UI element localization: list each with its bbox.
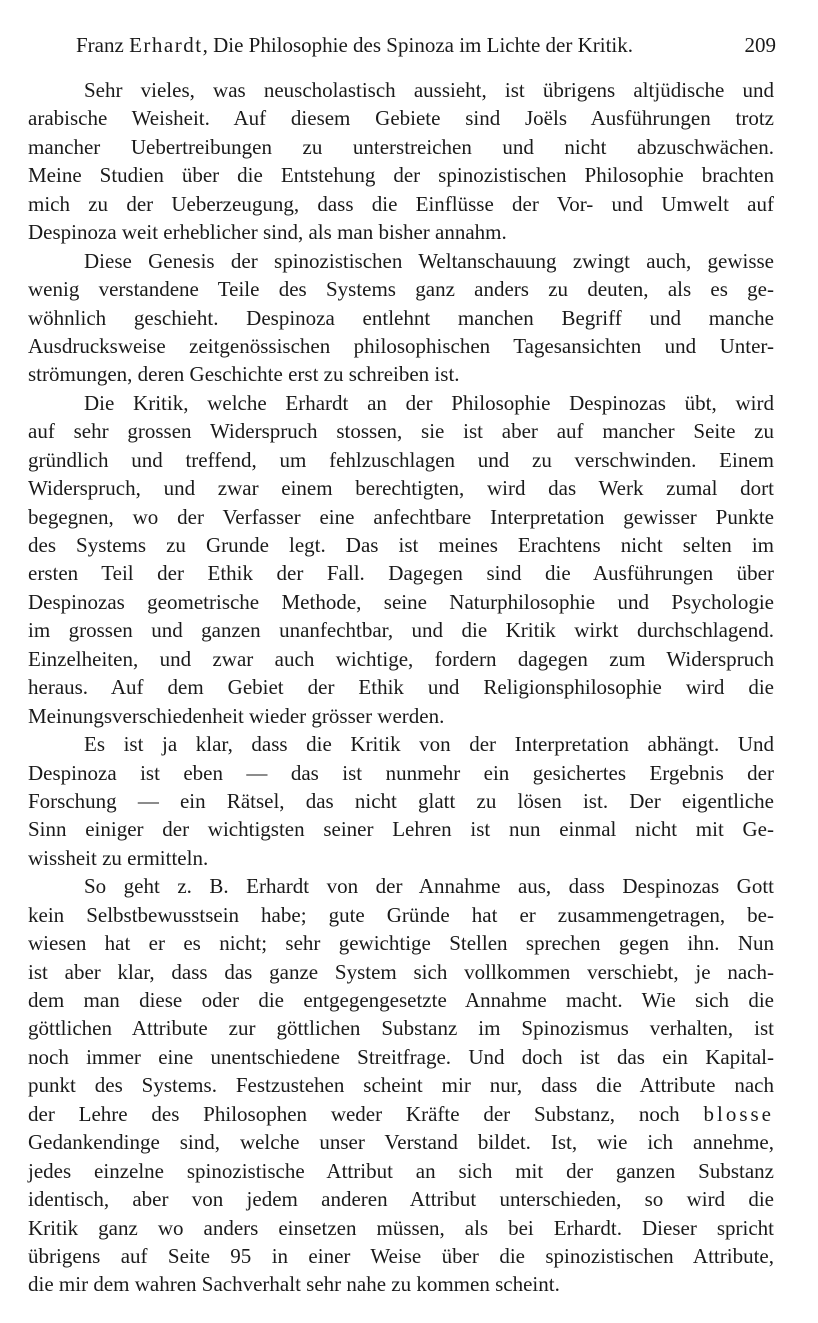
text-line: des Systems zu Grunde legt. Das ist meines Erachtens nicht selten im bbox=[28, 533, 774, 557]
text-line: heraus. Auf dem Gebiet der Ethik und Religionsphilosophie wird die bbox=[28, 675, 774, 700]
text-line: Despinoza weit erheblicher sind, als man bisher annahm. bbox=[28, 220, 507, 245]
text-line: gründlich und treffend, um fehlzuschlagen und zu verschwinden. Einem bbox=[28, 447, 774, 472]
text-line: die mir dem wahren Sachverhalt sehr nahe zu kommen scheint. bbox=[28, 1272, 560, 1297]
text-line: wissheit zu ermitteln. bbox=[28, 845, 209, 870]
text-line: punkt des Systems. Festzustehen scheint mir nur, dass die Attribute nach bbox=[28, 1073, 774, 1098]
text-line: wöhnlich geschieht. Despinoza entlehnt manchen Begriff und manche bbox=[28, 305, 774, 330]
text-line: Sehr vieles, was neuscholastisch aussieht, ist übrigens altjüdische und bbox=[84, 78, 774, 102]
text-line: im grossen und ganzen unanfechtbar, und die Kritik wirkt durchschlagend. bbox=[28, 618, 774, 643]
text-line: So geht z. B. Erhardt von der Annahme aus, dass Despinozas Gott bbox=[84, 874, 774, 899]
running-title-author-first: Franz bbox=[76, 33, 130, 57]
text-line: Kritik ganz wo anders einsetzen müssen, als bei Erhardt. Dieser spricht bbox=[28, 1215, 774, 1240]
text-line: Die Kritik, welche Erhardt an der Philosophie Despinozas übt, wird bbox=[84, 390, 774, 415]
text-line: Gedankendinge sind, welche unser Verstand bildet. Ist, wie ich annehme, bbox=[28, 1130, 774, 1155]
text-line: wenig verstandene Teile des Systems ganz anders zu deuten, als es ge- bbox=[28, 277, 774, 302]
text-line: strömungen, deren Geschichte erst zu schreiben ist. bbox=[28, 362, 460, 387]
text-line: jedes einzelne spinozistische Attribut an sich mit der ganzen Substanz bbox=[28, 1158, 774, 1183]
text-line: Widerspruch, und zwar einem berechtigten, wird das Werk zumal dort bbox=[28, 476, 774, 501]
text-line: dem man diese oder die entgegengesetzte Annahme macht. Wie sich die bbox=[28, 988, 774, 1012]
text-line: Sinn einiger der wichtigsten seiner Lehren ist nun einmal nicht mit Ge- bbox=[28, 817, 774, 842]
text-line-with-emphasis bbox=[28, 1100, 774, 1128]
text-line: Es ist ja klar, dass die Kritik von der Interpretation abhängt. Und bbox=[84, 732, 774, 757]
body-text bbox=[28, 76, 774, 1299]
text-line: Despinozas geometrische Methode, seine Naturphilosophie und Psychologie bbox=[28, 589, 774, 614]
emphasized-word: blosse bbox=[703, 1101, 774, 1126]
running-title-author-last: Erhardt bbox=[129, 33, 203, 57]
text-line: Meinungsverschiedenheit wieder grösser werden. bbox=[28, 703, 445, 728]
page-number: 209 bbox=[744, 33, 776, 57]
running-title bbox=[76, 31, 633, 59]
text-line: göttlichen Attribute zur göttlichen Substanz im Spinozismus verhalten, ist bbox=[28, 1016, 774, 1041]
text-line: noch immer eine unentschiedene Streitfrage. Und doch ist das ein Kapital- bbox=[28, 1044, 774, 1069]
text-line: arabische Weisheit. Auf diesem Gebiete sind Joëls Ausführungen trotz bbox=[28, 106, 774, 131]
text-line: auf sehr grossen Widerspruch stossen, sie ist aber auf mancher Seite zu bbox=[28, 419, 774, 444]
text-line: Diese Genesis der spinozistischen Weltanschauung zwingt auch, gewisse bbox=[84, 248, 774, 273]
text-line-lead: der Lehre des Philosophen weder Kräfte der Substanz, noch bbox=[28, 1101, 704, 1126]
text-line: Despinoza ist eben — das ist nunmehr ein gesichertes Ergebnis der bbox=[28, 760, 774, 785]
text-line: ersten Teil der Ethik der Fall. Dagegen sind die Ausführungen über bbox=[28, 561, 774, 586]
text-line: Einzelheiten, und zwar auch wichtige, fordern dagegen zum Widerspruch bbox=[28, 646, 774, 671]
text-line: mancher Uebertreibungen zu unterstreichen und nicht abzuschwächen. bbox=[28, 134, 774, 159]
text-line: kein Selbstbewusstsein habe; gute Gründe hat er zusammengetragen, be- bbox=[28, 902, 774, 927]
running-title-text: , Die Philosophie des Spinoza im Lichte der Kritik. bbox=[202, 33, 633, 57]
text-line: übrigens auf Seite 95 in einer Weise über die spinozistischen Attribute, bbox=[28, 1243, 774, 1268]
text-line: Ausdrucksweise zeitgenössischen philosophischen Tagesansichten und Unter- bbox=[28, 333, 774, 358]
text-line: begegnen, wo der Verfasser eine anfechtbare Interpretation gewisser Punkte bbox=[28, 504, 774, 529]
text-line: ist aber klar, dass das ganze System sich vollkommen verschiebt, je nach- bbox=[28, 959, 774, 984]
text-line: Meine Studien über die Entstehung der spinozistischen Philosophie brachten bbox=[28, 163, 774, 188]
running-head bbox=[76, 31, 776, 59]
text-line: mich zu der Ueberzeugung, dass die Einflüsse der Vor- und Umwelt auf bbox=[28, 191, 774, 216]
text-line: wiesen hat er es nicht; sehr gewichtige Stellen sprechen gegen ihn. Nun bbox=[28, 931, 774, 956]
text-line: Forschung — ein Rätsel, das nicht glatt zu lösen ist. Der eigentliche bbox=[28, 788, 774, 813]
text-line: identisch, aber von jedem anderen Attribut unterschieden, so wird die bbox=[28, 1187, 774, 1212]
